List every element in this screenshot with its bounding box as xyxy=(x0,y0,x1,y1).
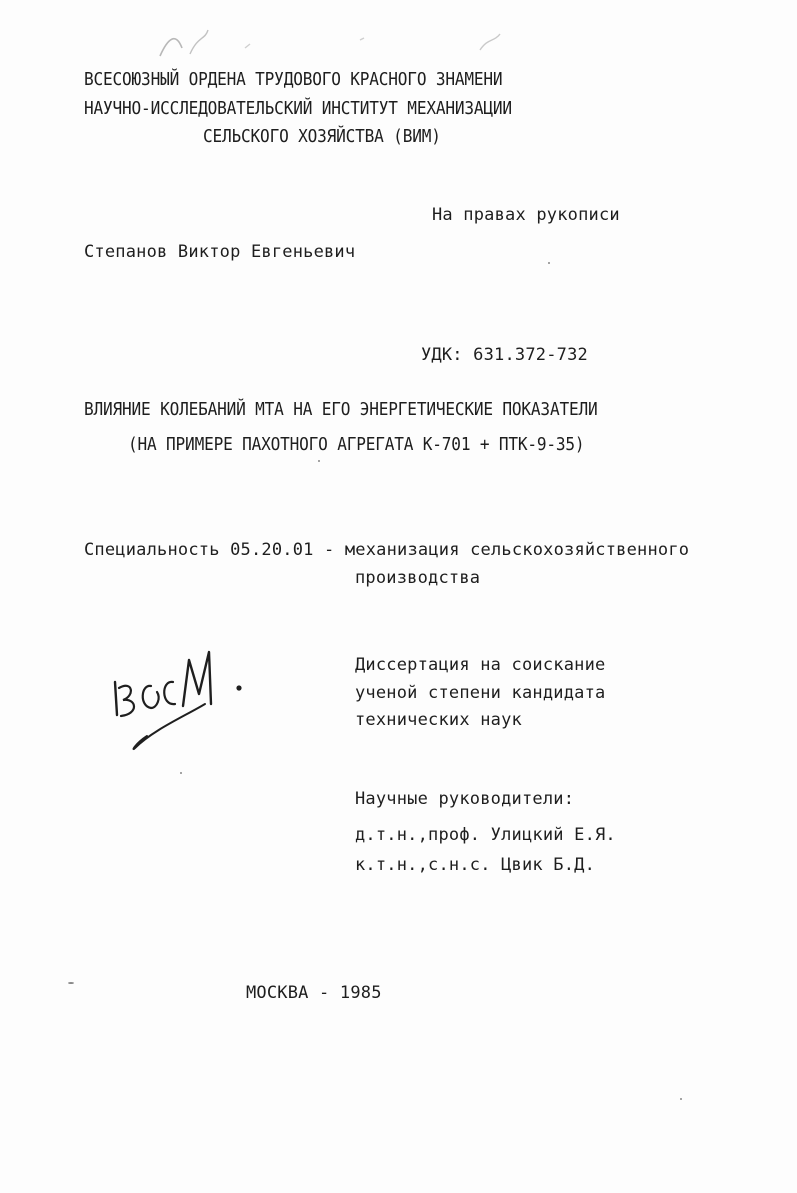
dissertation-line-2: ученой степени кандидата xyxy=(355,683,606,703)
scan-speck xyxy=(180,772,182,774)
specialty-line-1: Специальность 05.20.01 - механизация сельскохозяйственного xyxy=(84,540,690,560)
specialty-line-2: производства xyxy=(355,568,481,588)
dissertation-line-3: технических наук xyxy=(355,710,522,730)
dissertation-line-1: Диссертация на соискание xyxy=(355,655,606,675)
institution-line-2: НАУЧНО-ИССЛЕДОВАТЕЛЬСКИЙ ИНСТИТУТ МЕХАНИЗАЦИИ xyxy=(84,99,512,119)
manuscript-note: На правах рукописи xyxy=(432,205,620,225)
scan-speck xyxy=(318,460,320,462)
scan-speck xyxy=(548,262,550,264)
scan-speck xyxy=(68,982,74,984)
title-line-2: (НА ПРИМЕРЕ ПАХОТНОГО АГРЕГАТА К-701 + ПТК-9-35) xyxy=(128,435,585,455)
supervisor-second: к.т.н.,с.н.с. Цвик Б.Д. xyxy=(355,855,596,875)
author-name: Степанов Виктор Евгеньевич xyxy=(84,242,356,262)
scan-speck xyxy=(680,1098,682,1100)
title-line-1: ВЛИЯНИЕ КОЛЕБАНИЙ МТА НА ЕГО ЭНЕРГЕТИЧЕСКИЕ ПОКАЗАТЕЛИ xyxy=(84,400,598,420)
supervisor-first: д.т.н.,проф. Улицкий Е.Я. xyxy=(355,825,616,845)
signature xyxy=(105,640,255,755)
udc-code: УДК: 631.372-732 xyxy=(421,345,588,365)
institution-line-1: ВСЕСОЮЗНЫЙ ОРДЕНА ТРУДОВОГО КРАСНОГО ЗНАМЕНИ xyxy=(84,70,503,90)
place-year: МОСКВА - 1985 xyxy=(246,983,382,1003)
supervisors-heading: Научные руководители: xyxy=(355,789,575,809)
faint-pencil-mark xyxy=(150,18,530,68)
institution-line-3: СЕЛЬСКОГО ХОЗЯЙСТВА (ВИМ) xyxy=(203,127,441,147)
